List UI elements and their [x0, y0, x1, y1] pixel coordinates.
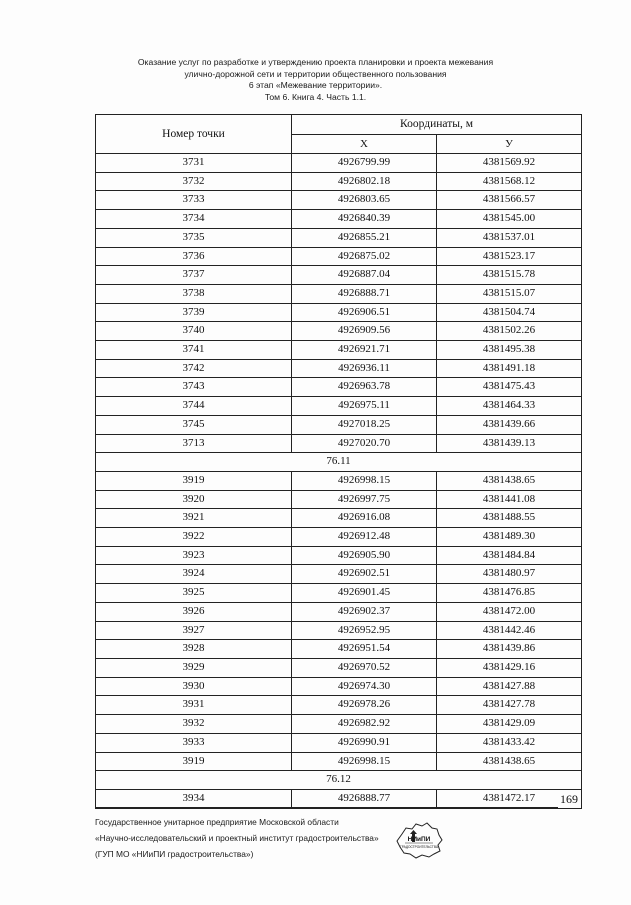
table-row — [96, 528, 582, 547]
y-coordinate-cell: 4381566.57 — [437, 191, 582, 210]
table-row — [96, 733, 582, 752]
x-coordinate-cell: 4926975.11 — [292, 397, 437, 416]
document-footer — [95, 814, 379, 862]
y-coordinate-cell: 4381569.92 — [437, 154, 582, 173]
x-coordinate-cell: 4926902.51 — [292, 565, 437, 584]
page-number: 169 — [560, 792, 578, 806]
x-coordinate-cell: 4926875.02 — [292, 247, 437, 266]
point-number-cell: 3934 — [96, 789, 292, 808]
svg-text:ГРАДОСТРОИТЕЛЬСТВА: ГРАДОСТРОИТЕЛЬСТВА — [400, 845, 438, 849]
header-line-2: улично-дорожной сети и территории общественного пользования — [184, 68, 447, 79]
x-coordinate-cell: 4926952.95 — [292, 621, 437, 640]
table-row — [96, 378, 582, 397]
point-number-cell: 3713 — [96, 434, 292, 453]
table-row — [96, 284, 582, 303]
point-number-cell: 3927 — [96, 621, 292, 640]
table-row — [96, 397, 582, 416]
y-coordinate-cell: 4381427.88 — [437, 677, 582, 696]
point-number-cell: 3923 — [96, 546, 292, 565]
y-coordinate-cell: 4381502.26 — [437, 322, 582, 341]
y-coordinate-cell: 4381480.97 — [437, 565, 582, 584]
y-coordinate-cell: 4381545.00 — [437, 210, 582, 229]
x-coordinate-cell: 4926803.65 — [292, 191, 437, 210]
point-number-cell: 3932 — [96, 715, 292, 734]
y-coordinate-cell: 4381439.13 — [437, 434, 582, 453]
table-row — [96, 303, 582, 322]
table-row — [96, 415, 582, 434]
table-row — [96, 490, 582, 509]
point-number-cell: 3920 — [96, 490, 292, 509]
table-row — [96, 640, 582, 659]
column-header-x: X — [292, 135, 437, 154]
point-number-cell: 3931 — [96, 696, 292, 715]
x-coordinate-cell: 4927018.25 — [292, 415, 437, 434]
y-coordinate-cell: 4381439.86 — [437, 640, 582, 659]
x-coordinate-cell: 4926905.90 — [292, 546, 437, 565]
table-row — [96, 752, 582, 771]
column-header-y: У — [437, 135, 582, 154]
table-row — [96, 322, 582, 341]
point-number-cell: 3741 — [96, 341, 292, 360]
x-coordinate-cell: 4926901.45 — [292, 584, 437, 603]
point-number-cell: 3736 — [96, 247, 292, 266]
x-coordinate-cell: 4926802.18 — [292, 172, 437, 191]
y-coordinate-cell: 4381438.65 — [437, 752, 582, 771]
x-coordinate-cell: 4926997.75 — [292, 490, 437, 509]
x-coordinate-cell: 4926906.51 — [292, 303, 437, 322]
table-row — [96, 621, 582, 640]
y-coordinate-cell: 4381441.08 — [437, 490, 582, 509]
x-coordinate-cell: 4926936.11 — [292, 359, 437, 378]
x-coordinate-cell: 4926963.78 — [292, 378, 437, 397]
y-coordinate-cell: 4381488.55 — [437, 509, 582, 528]
table-row — [96, 210, 582, 229]
y-coordinate-cell: 4381515.78 — [437, 266, 582, 285]
table-row — [96, 434, 582, 453]
x-coordinate-cell: 4926998.15 — [292, 752, 437, 771]
table-row — [96, 172, 582, 191]
x-coordinate-cell: 4926888.71 — [292, 284, 437, 303]
point-number-cell: 3929 — [96, 658, 292, 677]
x-coordinate-cell: 4926970.52 — [292, 658, 437, 677]
x-coordinate-cell: 4926951.54 — [292, 640, 437, 659]
table-row — [96, 658, 582, 677]
table-row — [96, 715, 582, 734]
point-number-cell: 3732 — [96, 172, 292, 191]
y-coordinate-cell: 4381472.00 — [437, 602, 582, 621]
point-number-cell: 3743 — [96, 378, 292, 397]
coordinates-table-body — [96, 154, 582, 809]
table-row — [96, 154, 582, 173]
table-row — [96, 584, 582, 603]
table-row — [96, 191, 582, 210]
point-number-cell: 3925 — [96, 584, 292, 603]
section-label: 76.12 — [96, 771, 582, 790]
y-coordinate-cell: 4381495.38 — [437, 341, 582, 360]
point-number-cell: 3919 — [96, 752, 292, 771]
point-number-cell: 3740 — [96, 322, 292, 341]
header-line-1: Оказание услуг по разработке и утверждению проекта планировки и проекта межевания — [137, 57, 494, 67]
y-coordinate-cell: 4381429.09 — [437, 715, 582, 734]
header-line-4: Том 6. Книга 4. Часть 1.1. — [264, 91, 367, 102]
point-number-cell: 3933 — [96, 733, 292, 752]
column-header-coordinates: Координаты, м — [292, 115, 582, 135]
x-coordinate-cell: 4926982.92 — [292, 715, 437, 734]
table-section-row — [96, 453, 582, 472]
y-coordinate-cell: 4381464.33 — [437, 397, 582, 416]
x-coordinate-cell: 4926978.26 — [292, 696, 437, 715]
y-coordinate-cell: 4381472.17 — [437, 789, 582, 808]
column-header-point-number: Номер точки — [96, 115, 292, 154]
y-coordinate-cell: 4381523.17 — [437, 247, 582, 266]
x-coordinate-cell: 4926921.71 — [292, 341, 437, 360]
point-number-cell: 3919 — [96, 471, 292, 490]
y-coordinate-cell: 4381442.46 — [437, 621, 582, 640]
table-row — [96, 696, 582, 715]
footer-divider — [95, 807, 558, 808]
point-number-cell: 3737 — [96, 266, 292, 285]
point-number-cell: 3745 — [96, 415, 292, 434]
y-coordinate-cell: 4381504.74 — [437, 303, 582, 322]
x-coordinate-cell: 4926998.15 — [292, 471, 437, 490]
x-coordinate-cell: 4926990.91 — [292, 733, 437, 752]
table-row — [96, 789, 582, 808]
table-row — [96, 565, 582, 584]
x-coordinate-cell: 4926916.08 — [292, 509, 437, 528]
document-header — [0, 57, 631, 103]
y-coordinate-cell: 4381515.07 — [437, 284, 582, 303]
point-number-cell: 3733 — [96, 191, 292, 210]
table-row — [96, 471, 582, 490]
footer-line-1: Государственное унитарное предприятие Московской области — [95, 817, 339, 827]
point-number-cell: 3735 — [96, 228, 292, 247]
x-coordinate-cell: 4926909.56 — [292, 322, 437, 341]
table-row — [96, 602, 582, 621]
x-coordinate-cell: 4926888.77 — [292, 789, 437, 808]
logo-text: НИиПИ — [407, 836, 431, 843]
y-coordinate-cell: 4381429.16 — [437, 658, 582, 677]
y-coordinate-cell: 4381491.18 — [437, 359, 582, 378]
table-row — [96, 247, 582, 266]
y-coordinate-cell: 4381476.85 — [437, 584, 582, 603]
footer-line-3: (ГУП МО «НИиПИ градостроительства») — [95, 849, 254, 859]
footer-line-2: «Научно-исследовательский и проектный институт градостроительства» — [95, 833, 379, 843]
y-coordinate-cell: 4381438.65 — [437, 471, 582, 490]
y-coordinate-cell: 4381427.78 — [437, 696, 582, 715]
table-row — [96, 509, 582, 528]
point-number-cell: 3928 — [96, 640, 292, 659]
x-coordinate-cell: 4926902.37 — [292, 602, 437, 621]
y-coordinate-cell: 4381433.42 — [437, 733, 582, 752]
header-line-3: 6 этап «Межевание территории». — [248, 80, 383, 91]
point-number-cell: 3926 — [96, 602, 292, 621]
y-coordinate-cell: 4381439.66 — [437, 415, 582, 434]
point-number-cell: 3731 — [96, 154, 292, 173]
x-coordinate-cell: 4926799.99 — [292, 154, 437, 173]
point-number-cell: 3744 — [96, 397, 292, 416]
point-number-cell: 3734 — [96, 210, 292, 229]
y-coordinate-cell: 4381568.12 — [437, 172, 582, 191]
point-number-cell: 3924 — [96, 565, 292, 584]
y-coordinate-cell: 4381475.43 — [437, 378, 582, 397]
x-coordinate-cell: 4926912.48 — [292, 528, 437, 547]
y-coordinate-cell: 4381489.30 — [437, 528, 582, 547]
table-row — [96, 266, 582, 285]
table-row — [96, 228, 582, 247]
moscow-region-outline-logo-icon — [394, 820, 444, 860]
y-coordinate-cell: 4381484.84 — [437, 546, 582, 565]
y-coordinate-cell: 4381537.01 — [437, 228, 582, 247]
point-number-cell: 3921 — [96, 509, 292, 528]
point-number-cell: 3738 — [96, 284, 292, 303]
section-label: 76.11 — [96, 453, 582, 472]
table-row — [96, 341, 582, 360]
point-number-cell: 3922 — [96, 528, 292, 547]
point-number-cell: 3742 — [96, 359, 292, 378]
x-coordinate-cell: 4926855.21 — [292, 228, 437, 247]
x-coordinate-cell: 4926974.30 — [292, 677, 437, 696]
point-number-cell: 3739 — [96, 303, 292, 322]
x-coordinate-cell: 4927020.70 — [292, 434, 437, 453]
point-number-cell: 3930 — [96, 677, 292, 696]
table-row — [96, 359, 582, 378]
table-row — [96, 677, 582, 696]
x-coordinate-cell: 4926887.04 — [292, 266, 437, 285]
coordinates-table — [95, 114, 582, 809]
table-section-row — [96, 771, 582, 790]
x-coordinate-cell: 4926840.39 — [292, 210, 437, 229]
table-row — [96, 546, 582, 565]
